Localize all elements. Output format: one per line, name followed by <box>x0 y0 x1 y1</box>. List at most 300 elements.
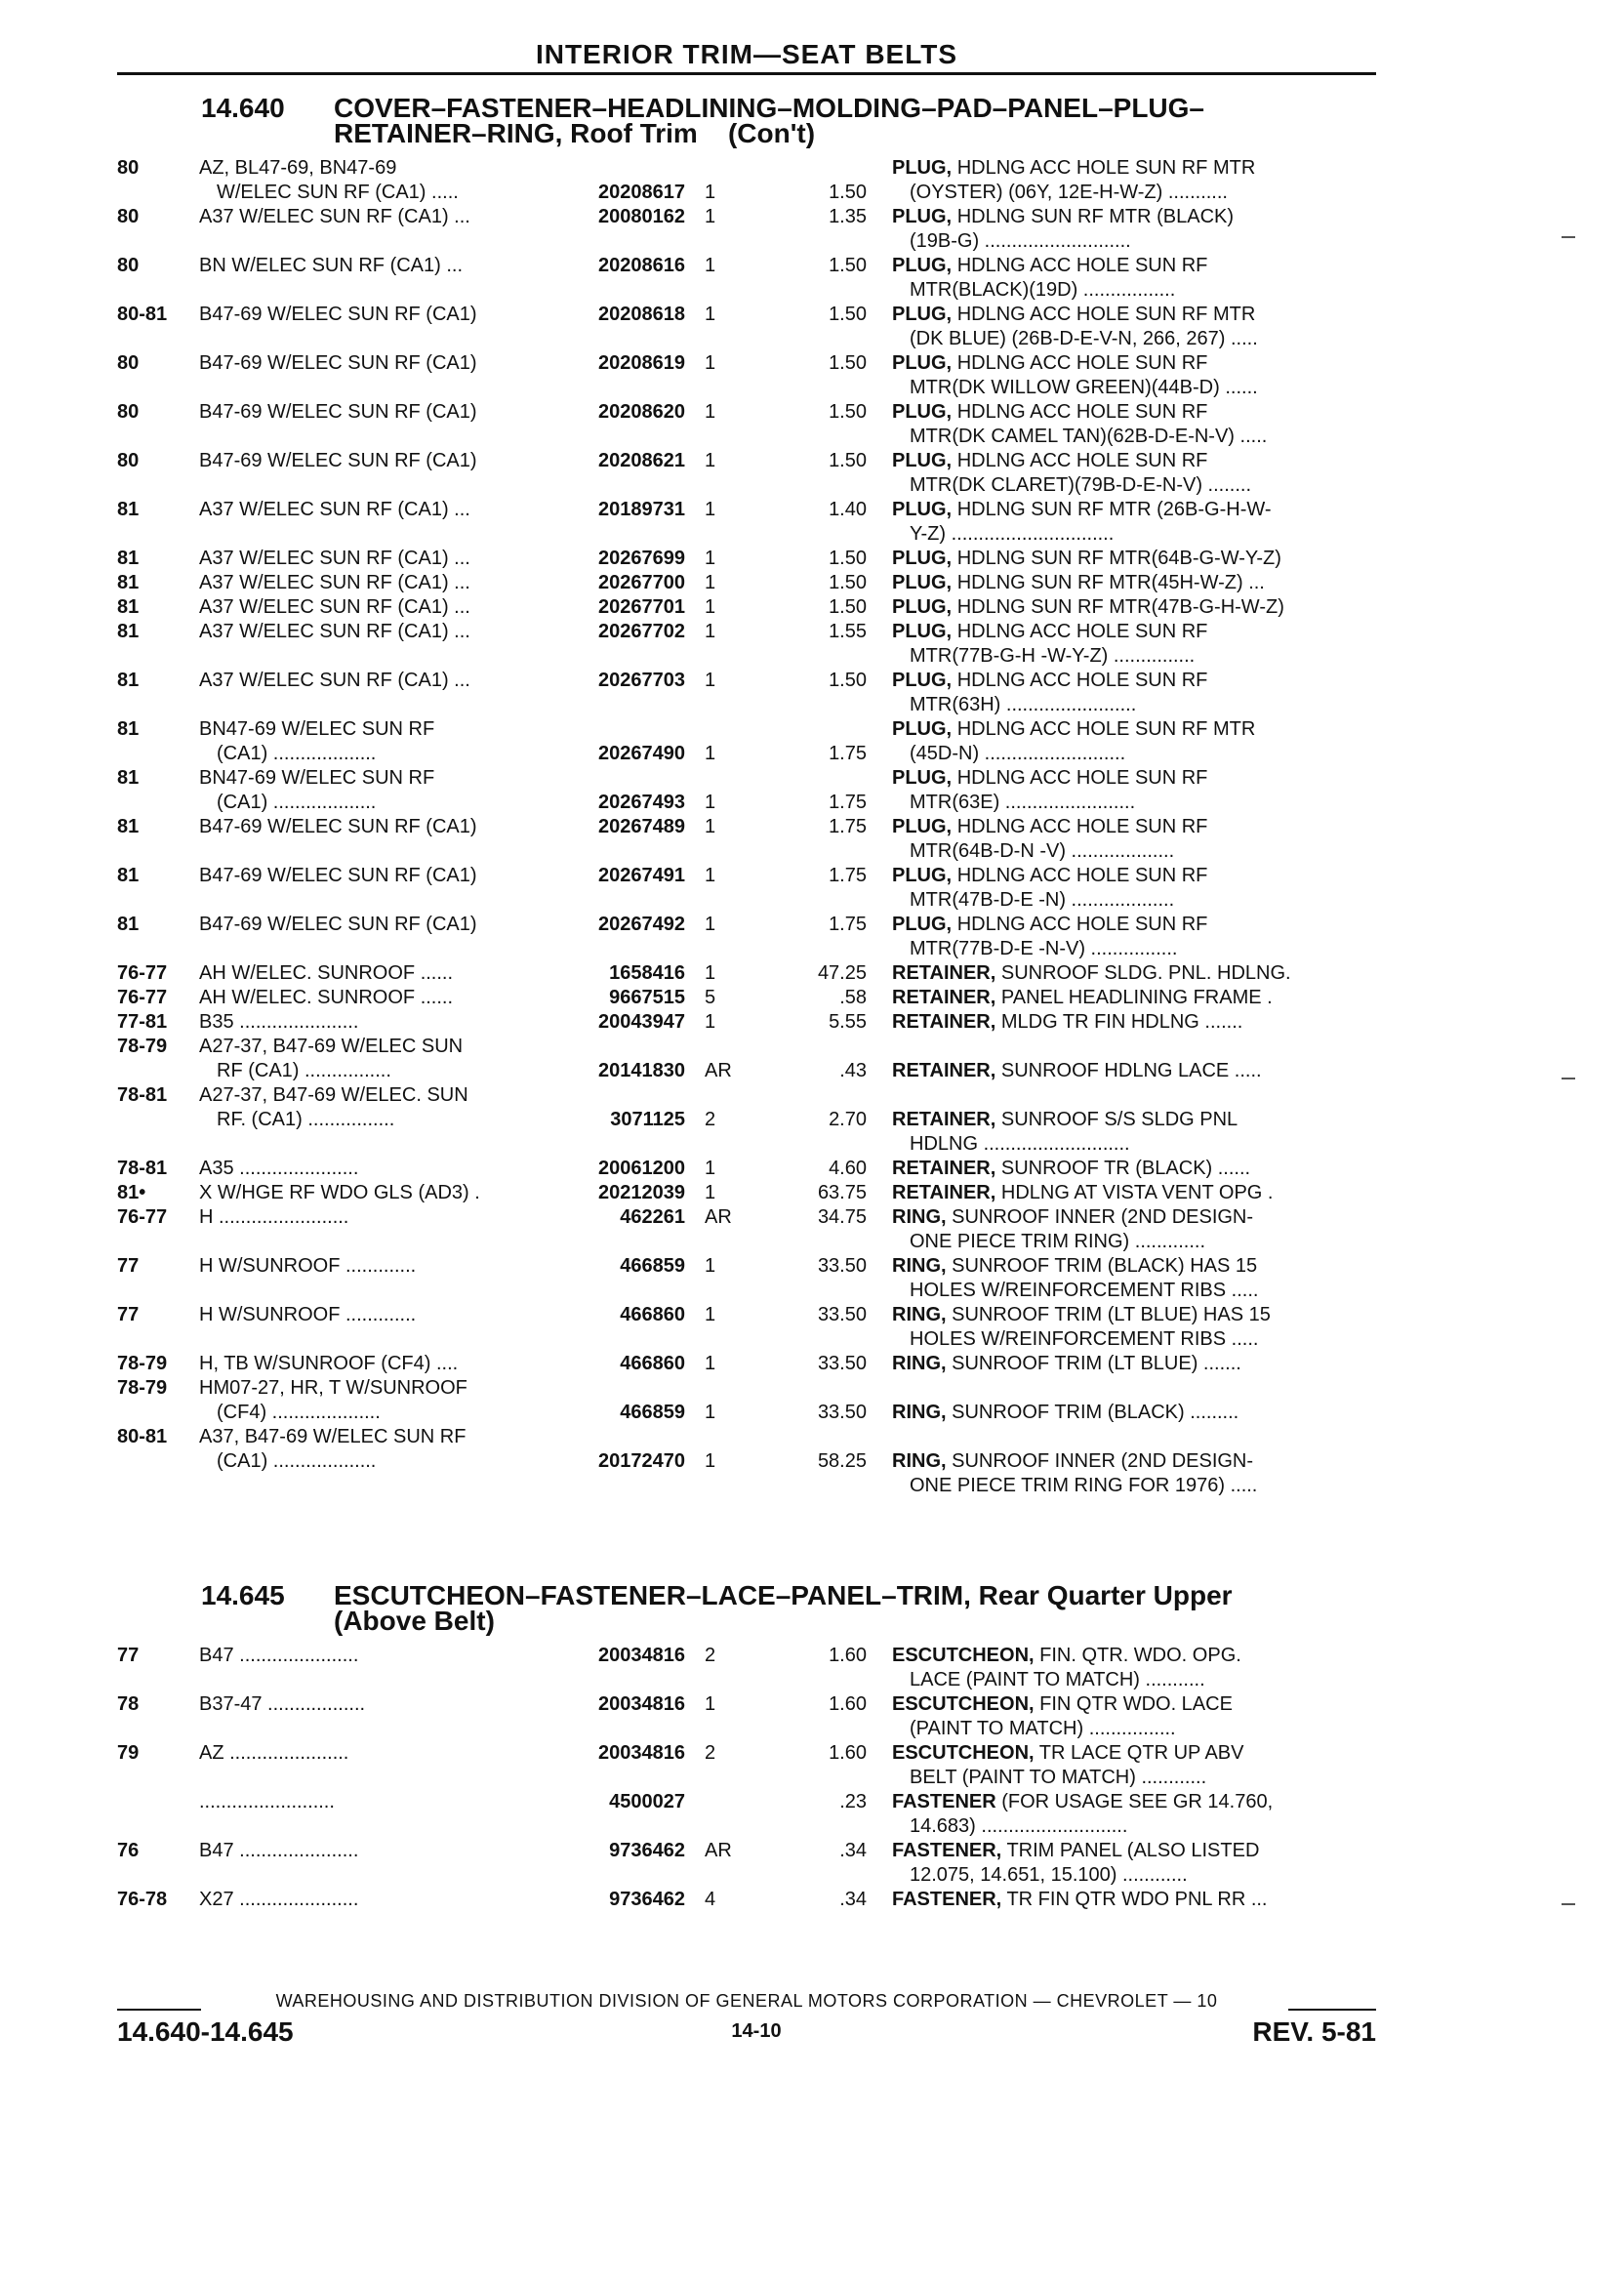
part-number: 20034816 <box>598 1645 685 1666</box>
description-cont: MTR(DK WILLOW GREEN)(44B-D) ...... <box>910 377 1258 398</box>
quantity: 1 <box>705 401 716 423</box>
part-number: 20208618 <box>598 304 685 325</box>
year-range: 77-81 <box>117 1011 168 1033</box>
page-header: INTERIOR TRIM—SEAT BELTS <box>535 39 958 69</box>
model-line: BN W/ELEC SUN RF (CA1) ... <box>199 255 464 276</box>
description-cont: (PAINT TO MATCH) ................ <box>910 1718 1176 1739</box>
model-line-cont: (CA1) ................... <box>217 743 377 764</box>
part-keyword: PLUG, <box>892 304 953 325</box>
description <box>892 571 1380 595</box>
parts-row <box>0 1205 1624 1254</box>
parts-row <box>0 1083 1624 1157</box>
description-text: HDLNG SUN RF MTR(47B-G-H-W-Z) <box>956 596 1284 618</box>
description-text: HDLNG ACC HOLE SUN RF <box>956 816 1208 837</box>
description <box>892 864 1380 888</box>
part-keyword: PLUG, <box>892 865 953 886</box>
description-text: HDLNG SUN RF MTR(64B-G-W-Y-Z) <box>956 548 1281 569</box>
quantity: 1 <box>705 572 716 593</box>
parts-row <box>0 1692 1624 1741</box>
description-text: HDLNG ACC HOLE SUN RF <box>956 865 1208 886</box>
description-text: SUNROOF SLDG. PNL. HDLNG. <box>1000 962 1291 984</box>
description-text: HDLNG ACC HOLE SUN RF <box>956 401 1208 423</box>
part-number: 20141830 <box>598 1060 685 1081</box>
part-keyword: RETAINER, <box>892 1182 996 1203</box>
part-keyword: ESCUTCHEON, <box>892 1693 1035 1715</box>
part-number: 4500027 <box>609 1791 685 1812</box>
year-range: 76-77 <box>117 962 168 984</box>
description <box>892 1010 1380 1035</box>
parts-row <box>0 1352 1624 1376</box>
part-keyword: RETAINER, <box>892 1011 996 1033</box>
year-range: 78-79 <box>117 1377 168 1399</box>
year-range: 76-77 <box>117 1206 168 1228</box>
part-keyword: RETAINER, <box>892 987 996 1008</box>
description-cont: (19B-G) ........................... <box>910 230 1131 252</box>
price: 34.75 <box>817 1206 867 1228</box>
description <box>892 498 1380 522</box>
year-range: 80-81 <box>117 304 168 325</box>
description-text: HDLNG ACC HOLE SUN RF MTR <box>956 718 1256 740</box>
model-line: AZ, BL47-69, BN47-69 <box>199 157 397 179</box>
part-keyword: PLUG, <box>892 499 953 520</box>
price: 1.50 <box>829 352 867 374</box>
quantity: 1 <box>705 621 716 642</box>
price: 5.55 <box>829 1011 867 1033</box>
description <box>892 303 1380 327</box>
part-number: 20043947 <box>598 1011 685 1033</box>
part-keyword: RETAINER, <box>892 962 996 984</box>
quantity: 1 <box>705 914 716 935</box>
quantity: AR <box>705 1840 732 1861</box>
year-range: 80 <box>117 157 140 179</box>
price: 33.50 <box>817 1255 867 1277</box>
quantity: AR <box>705 1060 732 1081</box>
description <box>892 1059 1380 1083</box>
parts-row <box>0 961 1624 986</box>
year-range: 81 <box>117 914 140 935</box>
quantity: 1 <box>705 1255 716 1277</box>
description <box>892 595 1380 620</box>
year-range: 80 <box>117 206 140 227</box>
part-keyword: RING, <box>892 1304 947 1325</box>
price: .23 <box>839 1791 867 1812</box>
part-keyword: RETAINER, <box>892 1060 996 1081</box>
part-keyword: PLUG, <box>892 914 953 935</box>
part-number: 20267489 <box>598 816 685 837</box>
description <box>892 1254 1380 1279</box>
year-range: 80 <box>117 255 140 276</box>
description-cont: HOLES W/REINFORCEMENT RIBS ..... <box>910 1280 1259 1301</box>
description-text: HDLNG ACC HOLE SUN RF <box>956 255 1208 276</box>
part-number: 466859 <box>620 1255 685 1277</box>
description-text: SUNROOF INNER (2ND DESIGN- <box>952 1450 1254 1472</box>
margin-mark <box>1562 236 1575 238</box>
parts-row <box>0 1157 1624 1181</box>
parts-row <box>0 1254 1624 1303</box>
description-cont: 14.683) ........................... <box>910 1815 1128 1837</box>
model-line: ......................... <box>199 1791 335 1812</box>
description-text: SUNROOF TR (BLACK) ...... <box>1000 1158 1251 1179</box>
part-keyword: FASTENER <box>892 1791 996 1812</box>
year-range: 81 <box>117 718 140 740</box>
parts-row <box>0 864 1624 913</box>
model-line: B35 ...................... <box>199 1011 359 1033</box>
year-range: 80 <box>117 450 140 471</box>
footer-revision: REV. 5-81 <box>1252 2016 1376 2047</box>
description-cont: MTR(BLACK)(19D) ................. <box>910 279 1176 301</box>
model-line: A35 ...................... <box>199 1158 359 1179</box>
part-number: 466859 <box>620 1402 685 1423</box>
year-range: 78-79 <box>117 1036 168 1057</box>
part-number: 20034816 <box>598 1693 685 1715</box>
parts-row <box>0 156 1624 205</box>
quantity: 1 <box>705 1450 716 1472</box>
description-cont: MTR(63H) ........................ <box>910 694 1137 715</box>
quantity: 1 <box>705 1304 716 1325</box>
part-keyword: PLUG, <box>892 157 953 179</box>
part-keyword: FASTENER, <box>892 1889 1002 1910</box>
year-range: 81 <box>117 621 140 642</box>
description <box>892 1205 1380 1230</box>
model-line: A27-37, B47-69 W/ELEC SUN <box>199 1036 464 1057</box>
year-range: 81 <box>117 816 140 837</box>
description-text: HDLNG SUN RF MTR (BLACK) <box>956 206 1235 227</box>
model-line: B37-47 .................. <box>199 1693 366 1715</box>
model-line: A27-37, B47-69 W/ELEC. SUN <box>199 1084 468 1106</box>
model-line: BN47-69 W/ELEC SUN RF <box>199 718 435 740</box>
description <box>892 1181 1380 1205</box>
year-range: 76-77 <box>117 987 168 1008</box>
part-number: 20080162 <box>598 206 685 227</box>
description-cont: MTR(63E) ........................ <box>910 792 1136 813</box>
description <box>892 913 1380 937</box>
description-cont: MTR(47B-D-E -N) ................... <box>910 889 1175 911</box>
price: 1.75 <box>829 865 867 886</box>
description <box>892 620 1380 644</box>
part-keyword: PLUG, <box>892 670 953 691</box>
model-line: H, TB W/SUNROOF (CF4) .... <box>199 1353 459 1374</box>
description-text: SUNROOF INNER (2ND DESIGN- <box>952 1206 1254 1228</box>
part-keyword: PLUG, <box>892 621 953 642</box>
part-keyword: PLUG, <box>892 548 953 569</box>
price: 1.75 <box>829 743 867 764</box>
price: 1.75 <box>829 914 867 935</box>
parts-row <box>0 254 1624 303</box>
part-keyword: FASTENER, <box>892 1840 1002 1861</box>
part-number: 20267701 <box>598 596 685 618</box>
description <box>892 205 1380 229</box>
description-cont: (DK BLUE) (26B-D-E-V-N, 266, 267) ..... <box>910 328 1258 349</box>
quantity: 1 <box>705 450 716 471</box>
model-line-cont: RF. (CA1) ................ <box>217 1109 395 1130</box>
parts-row <box>0 717 1624 766</box>
description-text: HDLNG SUN RF MTR (26B-G-H-W- <box>956 499 1272 520</box>
description-text: SUNROOF TRIM (LT BLUE) HAS 15 <box>952 1304 1271 1325</box>
part-keyword: RING, <box>892 1450 947 1472</box>
description-text: TR FIN QTR WDO PNL RR ... <box>1006 1889 1268 1910</box>
quantity: 2 <box>705 1742 716 1764</box>
description-text: SUNROOF TRIM (LT BLUE) ....... <box>952 1353 1241 1374</box>
year-range: 80 <box>117 352 140 374</box>
quantity: 1 <box>705 962 716 984</box>
price: 4.60 <box>829 1158 867 1179</box>
price: 1.60 <box>829 1693 867 1715</box>
description-text: HDLNG SUN RF MTR(45H-W-Z) ... <box>956 572 1265 593</box>
description-cont: HDLNG ........................... <box>910 1133 1130 1155</box>
parts-row <box>0 1376 1624 1425</box>
quantity: 1 <box>705 548 716 569</box>
description-cont: (OYSTER) (06Y, 12E-H-W-Z) ........... <box>910 182 1228 203</box>
part-number: 466860 <box>620 1304 685 1325</box>
description <box>892 766 1380 791</box>
part-number: 9736462 <box>609 1889 685 1910</box>
description-cont: MTR(64B-D-N -V) ................... <box>910 840 1175 862</box>
quantity: 1 <box>705 255 716 276</box>
section-title-line2: RETAINER–RING, Roof Trim (Con't) <box>334 118 816 148</box>
description <box>892 1741 1380 1766</box>
part-number: 20208620 <box>598 401 685 423</box>
year-range: 77 <box>117 1304 140 1325</box>
part-number: 20172470 <box>598 1450 685 1472</box>
part-number: 20034816 <box>598 1742 685 1764</box>
year-range: 81 <box>117 767 140 789</box>
description <box>892 1692 1380 1717</box>
description <box>892 1888 1380 1912</box>
part-number: 20061200 <box>598 1158 685 1179</box>
model-line: B47-69 W/ELEC SUN RF (CA1) <box>199 816 477 837</box>
description-cont: MTR(DK CLARET)(79B-D-E-N-V) ........ <box>910 474 1252 496</box>
year-range: 77 <box>117 1255 140 1277</box>
description-cont: HOLES W/REINFORCEMENT RIBS ..... <box>910 1328 1259 1350</box>
model-line: H ........................ <box>199 1206 349 1228</box>
description <box>892 400 1380 425</box>
part-keyword: RING, <box>892 1402 947 1423</box>
part-number: 1658416 <box>609 962 685 984</box>
quantity: 1 <box>705 1693 716 1715</box>
section-title-line1: ESCUTCHEON–FASTENER–LACE–PANEL–TRIM, Rear Quarter Upper <box>334 1580 1233 1610</box>
parts-row <box>0 205 1624 254</box>
part-number: 3071125 <box>610 1109 685 1130</box>
part-keyword: RING, <box>892 1206 947 1228</box>
year-range: 81 <box>117 572 140 593</box>
part-number: 466860 <box>620 1353 685 1374</box>
price: 1.35 <box>829 206 867 227</box>
part-number: 20267702 <box>598 621 685 642</box>
description-text: SUNROOF TRIM (BLACK) HAS 15 <box>952 1255 1258 1277</box>
description <box>892 1352 1380 1376</box>
model-line-cont: (CA1) ................... <box>217 792 377 813</box>
footer-rule-right <box>1288 2009 1376 2011</box>
description-cont: BELT (PAINT TO MATCH) ............ <box>910 1767 1207 1788</box>
part-keyword: PLUG, <box>892 718 953 740</box>
parts-row <box>0 669 1624 717</box>
description-cont: ONE PIECE TRIM RING) ............. <box>910 1231 1205 1252</box>
part-number: 20267700 <box>598 572 685 593</box>
description-cont: MTR(77B-G-H -W-Y-Z) ............... <box>910 645 1196 667</box>
quantity: 1 <box>705 743 716 764</box>
price: .34 <box>839 1889 867 1910</box>
part-keyword: RETAINER, <box>892 1109 996 1130</box>
parts-row <box>0 449 1624 498</box>
quantity: 1 <box>705 352 716 374</box>
price: 33.50 <box>817 1353 867 1374</box>
price: 1.50 <box>829 596 867 618</box>
description <box>892 717 1380 742</box>
model-line: B47-69 W/ELEC SUN RF (CA1) <box>199 914 477 935</box>
parts-row <box>0 547 1624 571</box>
model-line: A37 W/ELEC SUN RF (CA1) ... <box>199 596 470 618</box>
part-keyword: RING, <box>892 1255 947 1277</box>
parts-row <box>0 400 1624 449</box>
year-range: 81 <box>117 499 140 520</box>
description <box>892 961 1380 986</box>
section-title-line1: COVER–FASTENER–HEADLINING–MOLDING–PAD–PANEL–PLUG– <box>334 93 1204 123</box>
parts-row <box>0 1790 1624 1839</box>
description-text: FIN QTR WDO. LACE <box>1039 1693 1233 1715</box>
description-cont: 12.075, 14.651, 15.100) ............ <box>910 1864 1188 1886</box>
part-number: 9736462 <box>609 1840 685 1861</box>
model-line: A37 W/ELEC SUN RF (CA1) ... <box>199 621 470 642</box>
model-line-cont: W/ELEC SUN RF (CA1) ..... <box>217 182 459 203</box>
description-cont: LACE (PAINT TO MATCH) ........... <box>910 1669 1205 1690</box>
margin-mark <box>1562 1903 1575 1905</box>
model-line: A37 W/ELEC SUN RF (CA1) ... <box>199 572 470 593</box>
description-text: TRIM PANEL (ALSO LISTED <box>1006 1840 1260 1861</box>
description <box>892 669 1380 693</box>
price: 1.50 <box>829 255 867 276</box>
quantity: 1 <box>705 304 716 325</box>
model-line: AZ ...................... <box>199 1742 349 1764</box>
description-text: TR LACE QTR UP ABV <box>1038 1742 1244 1764</box>
price: 33.50 <box>817 1402 867 1423</box>
description-text: HDLNG ACC HOLE SUN RF <box>956 450 1208 471</box>
parts-row <box>0 1888 1624 1912</box>
year-range: 81 <box>117 548 140 569</box>
model-line: X27 ...................... <box>199 1889 359 1910</box>
model-line-cont: (CA1) ................... <box>217 1450 377 1472</box>
part-number: 20189731 <box>598 499 685 520</box>
model-line: A37 W/ELEC SUN RF (CA1) ... <box>199 670 470 691</box>
price: 1.60 <box>829 1645 867 1666</box>
description <box>892 986 1380 1010</box>
parts-row <box>0 1839 1624 1888</box>
model-line: X W/HGE RF WDO GLS (AD3) . <box>199 1182 480 1203</box>
price: 1.50 <box>829 450 867 471</box>
price: 63.75 <box>817 1182 867 1203</box>
price: .43 <box>839 1060 867 1081</box>
description-text: HDLNG ACC HOLE SUN RF <box>956 352 1208 374</box>
description-cont: MTR(77B-D-E -N-V) ................ <box>910 938 1178 959</box>
model-line: HM07-27, HR, T W/SUNROOF <box>199 1377 467 1399</box>
year-range: 80 <box>117 401 140 423</box>
description-text: MLDG TR FIN HDLNG ....... <box>1000 1011 1243 1033</box>
part-number: 20267490 <box>598 743 685 764</box>
model-line: B47-69 W/ELEC SUN RF (CA1) <box>199 352 477 374</box>
quantity: 1 <box>705 1182 716 1203</box>
description <box>892 547 1380 571</box>
footer-section-range: 14.640-14.645 <box>117 2016 294 2047</box>
section-title-suffix: (Con't) <box>727 118 816 148</box>
description <box>892 1839 1380 1863</box>
section-number: 14.640 <box>201 93 285 123</box>
quantity: 1 <box>705 1353 716 1374</box>
description <box>892 1644 1380 1668</box>
model-line: B47 ...................... <box>199 1840 359 1861</box>
year-range: 76 <box>117 1840 140 1861</box>
model-line: B47-69 W/ELEC SUN RF (CA1) <box>199 865 477 886</box>
parts-row <box>0 1644 1624 1692</box>
description-text: FIN. QTR. WDO. OPG. <box>1039 1645 1241 1666</box>
price: 1.60 <box>829 1742 867 1764</box>
quantity: 1 <box>705 670 716 691</box>
description <box>892 1303 1380 1327</box>
year-range: 80-81 <box>117 1426 168 1447</box>
year-range: 78-81 <box>117 1084 168 1106</box>
year-range: 78-81 <box>117 1158 168 1179</box>
part-keyword: PLUG, <box>892 767 953 789</box>
description-text: HDLNG ACC HOLE SUN RF MTR <box>956 304 1256 325</box>
part-number: 20267491 <box>598 865 685 886</box>
quantity: 1 <box>705 596 716 618</box>
description-text: HDLNG AT VISTA VENT OPG . <box>1000 1182 1274 1203</box>
price: 1.55 <box>829 621 867 642</box>
part-number: 20208621 <box>598 450 685 471</box>
description-cont: MTR(DK CAMEL TAN)(62B-D-E-N-V) ..... <box>910 426 1268 447</box>
model-line: A37 W/ELEC SUN RF (CA1) ... <box>199 206 470 227</box>
parts-row <box>0 351 1624 400</box>
quantity: 2 <box>705 1645 716 1666</box>
part-keyword: PLUG, <box>892 352 953 374</box>
quantity: 1 <box>705 1402 716 1423</box>
model-line: B47-69 W/ELEC SUN RF (CA1) <box>199 401 477 423</box>
price: 1.50 <box>829 182 867 203</box>
price: 1.50 <box>829 572 867 593</box>
description-cont: ONE PIECE TRIM RING FOR 1976) ..... <box>910 1475 1258 1496</box>
model-line: AH W/ELEC. SUNROOF ...... <box>199 962 454 984</box>
model-line: A37 W/ELEC SUN RF (CA1) ... <box>199 548 470 569</box>
part-keyword: PLUG, <box>892 401 953 423</box>
model-line: H W/SUNROOF ............. <box>199 1255 417 1277</box>
description-text: (FOR USAGE SEE GR 14.760, <box>1001 1791 1274 1812</box>
description-text: SUNROOF S/S SLDG PNL <box>1000 1109 1238 1130</box>
footer-division-line: WAREHOUSING AND DISTRIBUTION DIVISION OF GENERAL MOTORS CORPORATION — CHEVROLET — 10 <box>275 1991 1218 2011</box>
model-line: AH W/ELEC. SUNROOF ...... <box>199 987 454 1008</box>
price: 1.50 <box>829 401 867 423</box>
description <box>892 156 1380 181</box>
year-range: 78-79 <box>117 1353 168 1374</box>
parts-row <box>0 913 1624 961</box>
price: .34 <box>839 1840 867 1861</box>
description-cont: (45D-N) .......................... <box>910 743 1126 764</box>
year-range: 79 <box>117 1742 140 1764</box>
part-keyword: PLUG, <box>892 596 953 618</box>
part-number: 20267703 <box>598 670 685 691</box>
parts-row <box>0 766 1624 815</box>
model-line: A37, B47-69 W/ELEC SUN RF <box>199 1426 467 1447</box>
footer-page-number: 14-10 <box>731 2020 782 2042</box>
part-number: 20267492 <box>598 914 685 935</box>
description-cont: Y-Z) .............................. <box>910 523 1115 545</box>
part-number: 9667515 <box>609 987 685 1008</box>
quantity: 1 <box>705 816 716 837</box>
model-line: B47-69 W/ELEC SUN RF (CA1) <box>199 304 477 325</box>
part-keyword: ESCUTCHEON, <box>892 1645 1035 1666</box>
description <box>892 254 1380 278</box>
quantity: 1 <box>705 182 716 203</box>
quantity: AR <box>705 1206 732 1228</box>
quantity: 1 <box>705 206 716 227</box>
part-keyword: PLUG, <box>892 450 953 471</box>
